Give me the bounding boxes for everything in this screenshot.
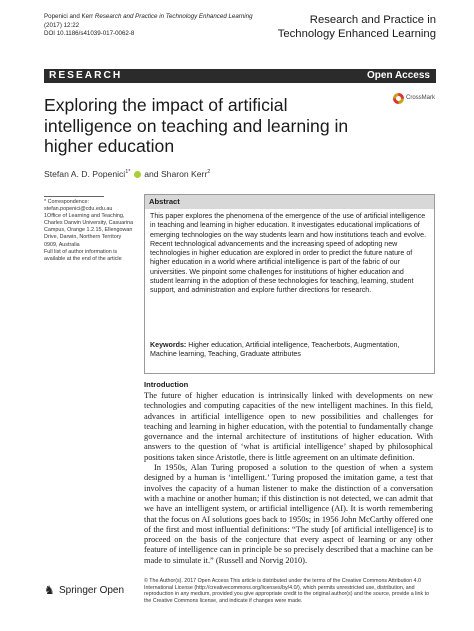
- correspondence-label: * Correspondence:: [44, 199, 89, 205]
- keywords-list: Higher education, Artificial intelligence, Teacherbots, Augmentation, Machine learning, Teaching, Graduate attributes: [150, 341, 400, 359]
- article-type-label: RESEARCH: [49, 70, 123, 81]
- journal-name: [278, 14, 436, 41]
- author-2-affiliation: 2: [207, 169, 211, 175]
- correspondence-email[interactable]: stefan.popenici@cdu.edu.au: [44, 206, 113, 213]
- article-title: Exploring the impact of artificial intelligence on teaching and learning in higher education: [44, 95, 349, 156]
- author-info-note: Full list of author information is: [44, 248, 118, 255]
- correspondence-block: [44, 196, 136, 263]
- author-info-note: available at the end of the article: [44, 255, 122, 262]
- paragraph: In 1950s, Alan Turing proposed a solution to the question of when a system designed by a human is ‘intelligent.’ Turing proposed the imitation game, a test that involves the capacity of a human listener to make the distinction of a conversation with a machine or another human; if this distinction is not detected, we can admit that we have an intelligent system, or artificial intelligence (AI). It is worth remembering that the focus on AI solutions goes back to 1950s; in 1956 John McCarthy offered one of the first and most influential definitions: “The study [of artificial intelligence] is to proceed on the basis of the conjecture that every aspect of learning or any other feature of intelligence can in principle be so precisely described that a machine can be made to simulate it.” (Russell and Norvig 2010).: [144, 463, 433, 565]
- introduction-heading: Introduction: [144, 380, 189, 389]
- license-text: © The Author(s). 2017 Open Access This article is distributed under the terms of the Creative Commons Attribution 4.0 International License (http://creativecommons.org/licenses/by/4.0/), which permits unrestricted use, distribution, and reproduction in any medium, provided you give appropriate credit to the original author(s) and the source, provide a link to the Creative Commons license, and indicate if changes were made.: [144, 578, 430, 604]
- citation-doi[interactable]: DOI 10.1186/s41039-017-0062-8: [44, 30, 135, 38]
- open-access-label: Open Access: [367, 70, 430, 81]
- crossmark-label: CrossMark: [406, 95, 436, 101]
- author-1-name[interactable]: Stefan A. D. Popenici: [44, 168, 126, 179]
- springer-horse-icon: ♞: [44, 583, 55, 597]
- keywords: [150, 341, 427, 360]
- affiliation-line: Charles Darwin University, Casuarina: [44, 220, 134, 227]
- citation-line-2: (2017) 12:22: [44, 21, 80, 29]
- author-2-name[interactable]: Sharon Kerr: [160, 168, 208, 179]
- crossmark-button[interactable]: [393, 93, 435, 105]
- article-type-bar: [44, 69, 436, 83]
- crossmark-icon: [393, 93, 404, 104]
- author-list: [44, 167, 210, 180]
- journal-name-line-1: Research and Practice in: [309, 14, 436, 26]
- citation-journal: Research and Practice in Technology Enhanced Learning: [94, 13, 253, 20]
- abstract-heading: Abstract: [149, 197, 180, 206]
- abstract-text: This paper explores the phenomena of the emergence of the use of artificial intelligence in teaching and learning in higher education. It investigates educational implications of emerging technologies on the way students learn and how institutions teach and evolve. Recent technological advancements and the increasing speed of adopting new technologies in higher education are explored in order to predict the future nature of higher education in a world where artificial intelligence is part of the fabric of our universities. We pinpoint some challenges for institutions of higher education and student learning in the adoption of these technologies for teaching, learning, student support, and administration and explore further directions for research.: [150, 212, 427, 295]
- citation-block: [44, 13, 253, 39]
- affiliation-line: Drive, Darwin, Northern Territory: [44, 234, 122, 241]
- affiliation-line: Campus, Orange 1.2.15, Ellengowan: [44, 227, 133, 234]
- affiliation-line: 1Office of Learning and Teaching,: [44, 213, 125, 220]
- abstract-header: [145, 195, 434, 209]
- citation-line-1: [44, 13, 253, 22]
- journal-name-line-2: Technology Enhanced Learning: [277, 27, 436, 40]
- author-separator: and: [141, 168, 161, 179]
- springer-open-label: Springer Open: [59, 585, 125, 596]
- abstract-box: [144, 194, 435, 374]
- affiliation-line: 0909, Australia: [44, 241, 80, 248]
- orcid-icon[interactable]: [134, 171, 141, 178]
- paragraph: The future of higher education is intrinsically linked with developments on new technologies and computing capacities of the new intelligent machines. In this field, advances in artificial intelligence open to new possibilities and challenges for teaching and learning in higher education, with the potential to fundamentally change governance and the internal architecture of institutions of higher education. With answers to the question of ‘what is artificial intelligence’ shaped by philosophical positions taken since Aristotle, there is little agreement on an ultimate definition.: [144, 391, 433, 462]
- introduction-body: [144, 391, 433, 566]
- citation-authors: Popenici and Kerr: [44, 13, 95, 20]
- keywords-label: Keywords:: [150, 341, 187, 349]
- springer-open-logo[interactable]: [44, 583, 134, 599]
- correspondence-divider: [44, 196, 104, 197]
- author-1-affiliation: 1*: [125, 169, 131, 175]
